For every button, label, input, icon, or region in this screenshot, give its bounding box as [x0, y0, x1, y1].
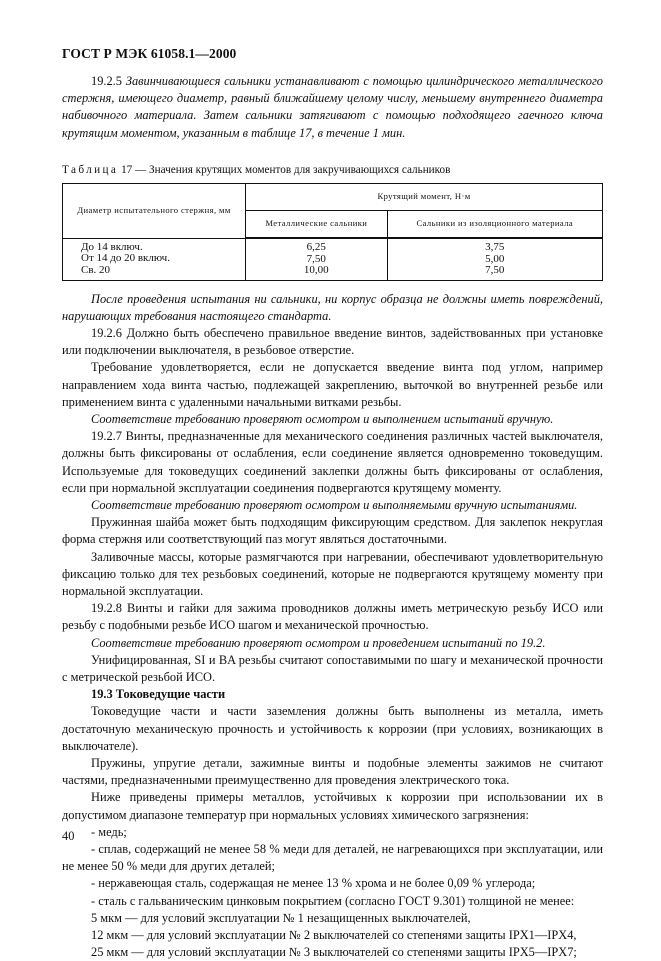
cell-text: От 14 до 20 включ.: [81, 252, 170, 265]
list-item: 25 мкм — для условий эксплуатации № 3 выключателей со степенями защиты IPX5—IPX7;: [91, 945, 577, 960]
paragraph: Пружинная шайба может быть подходящим фиксирующим средством. Для заклепок некруглая форма стержня или соответствующий паз могут являться достаточными.: [62, 515, 603, 547]
cell-text: 7,50: [485, 264, 505, 277]
cell-text: До 14 включ.: [81, 240, 143, 253]
paragraph: Заливочные массы, которые размягчаются при нагревании, обеспечивают удовлетворительную фиксацию только для тех резьбовых соединений, которые не подвергаются крутящему моменту при нормальной эксплуатации.: [62, 549, 603, 598]
paragraph: Унифицированная, SI и BA резьбы считают сопоставимыми по шагу и механической прочности с метрической резьбой ИСО.: [62, 652, 603, 684]
paragraph: Соответствие требованию проверяют осмотром и проведением испытаний по 19.2.: [91, 635, 546, 650]
list-item: 5 мкм — для условий эксплуатации № 1 незащищенных выключателей,: [91, 910, 471, 925]
paragraph: Пружины, упругие детали, зажимные винты и подобные элементы зажимов не считают частями, предназначенными преимущественно для проведения электрического тока.: [62, 756, 603, 788]
table-caption-label: Таблица: [62, 163, 119, 176]
paragraph-19-2-5: [62, 73, 603, 142]
header-insulating-glands: Сальники из изоляционного материала: [387, 211, 602, 239]
header-metal-glands: Металлические сальники: [246, 211, 388, 239]
list-item: - нержавеющая сталь, содержащая не менее 13 % хрома и не более 0,09 % углерода;: [91, 876, 536, 891]
cell-text: Св. 20: [81, 263, 111, 276]
paragraph-19-2-6: 19.2.6 Должно быть обеспечено правильное введение винтов, задействованных при установке или подключении выключателя, в резьбовое отверстие.: [62, 325, 603, 358]
paragraph: Ниже приведены примеры металлов, устойчивых к коррозии при использовании их в допустимом диапазоне температур при нормальных условиях химического загрязнения:: [62, 790, 603, 822]
paragraph: Соответствие требованию проверяют осмотром и выполнением испытаний вручную.: [91, 411, 554, 426]
document-header: ГОСТ Р МЭК 61058.1—2000: [62, 46, 237, 61]
document-body: [62, 73, 603, 961]
cell-text: 3,75: [485, 241, 505, 254]
cell-text: 5,00: [485, 252, 505, 265]
cell-text: 10,00: [303, 264, 329, 277]
metal-cell: [246, 238, 388, 280]
cell-text: 6,25: [306, 241, 326, 254]
list-item: - сплав, содержащий не менее 58 % меди для деталей, не нагревающихся при эксплуатации, или не менее 50 % меди для других деталей;: [62, 842, 603, 874]
diameter-cell: [63, 238, 246, 280]
paragraph-19-2-7: 19.2.7 Винты, предназначенные для механического соединения различных частей выключателя, должны быть фиксированы от ослабления, если соединение является одновременно токоведущим. Используемые для токоведущих соединений заклепки должны быть фиксированы от ослабления, если при нормальной эксплуатации соединения подвергаются крутящему моменту.: [62, 429, 603, 495]
page-number: 40: [62, 829, 75, 843]
torque-table: [62, 183, 603, 281]
clause-text: Завинчивающиеся сальники устанавливают с помощью цилиндрического металлического стержня, имеющего диаметр, равный ближайшему целому числу, меньшему внутреннего диаметра набивочного материала. Затем сальники затягивают с помощью подходящего гаечного ключа крутящим моментом, указанным в таблице 17, в течение 1 мин.: [62, 74, 603, 140]
list-item: - сталь с гальваническим цинковым покрытием (согласно ГОСТ 9.301) толщиной не менее:: [91, 893, 575, 908]
paragraph: Требование удовлетворяется, если не допускается введение винта под углом, например направлением хода винта частью, подлежащей закреплению, выточкой во внутренней резьбе или применением винта с удаленными начальными витками резьбы.: [62, 360, 603, 409]
list-item: - медь;: [91, 824, 127, 839]
insulating-cell: [387, 238, 602, 280]
paragraph: Токоведущие части и части заземления должны быть выполнены из металла, иметь достаточную механическую прочность и устойчивость к коррозии (при условиях, возникающих в выключателе).: [62, 704, 603, 753]
cell-text: 7,50: [306, 252, 326, 265]
table-caption-text: 17 — Значения крутящих моментов для закручивающихся сальников: [121, 163, 451, 176]
clause-number: 19.2.5: [91, 74, 122, 88]
table-row: [63, 238, 603, 280]
header-torque: Крутящий момент, Н·м: [246, 184, 603, 211]
paragraph-19-2-8: 19.2.8 Винты и гайки для зажима проводников должны иметь метрическую резьбу ИСО или резьбу с подобными резьбе ИСО шагом и механической прочностью.: [62, 601, 603, 633]
paragraph: После проведения испытания ни сальники, ни корпус образца не должны иметь повреждений, нарушающих требования настоящего стандарта.: [62, 291, 603, 323]
table-caption: [62, 162, 603, 179]
paragraph: Соответствие требованию проверяют осмотром и выполняемыми вручную испытаниями.: [91, 497, 578, 512]
section-heading-19-3: 19.3 Токоведущие части: [91, 687, 226, 702]
list-item: 12 мкм — для условий эксплуатации № 2 выключателей со степенями защиты IPX1—IPX4,: [91, 928, 577, 943]
header-diameter: Диаметр испытательного стержня, мм: [63, 184, 246, 239]
